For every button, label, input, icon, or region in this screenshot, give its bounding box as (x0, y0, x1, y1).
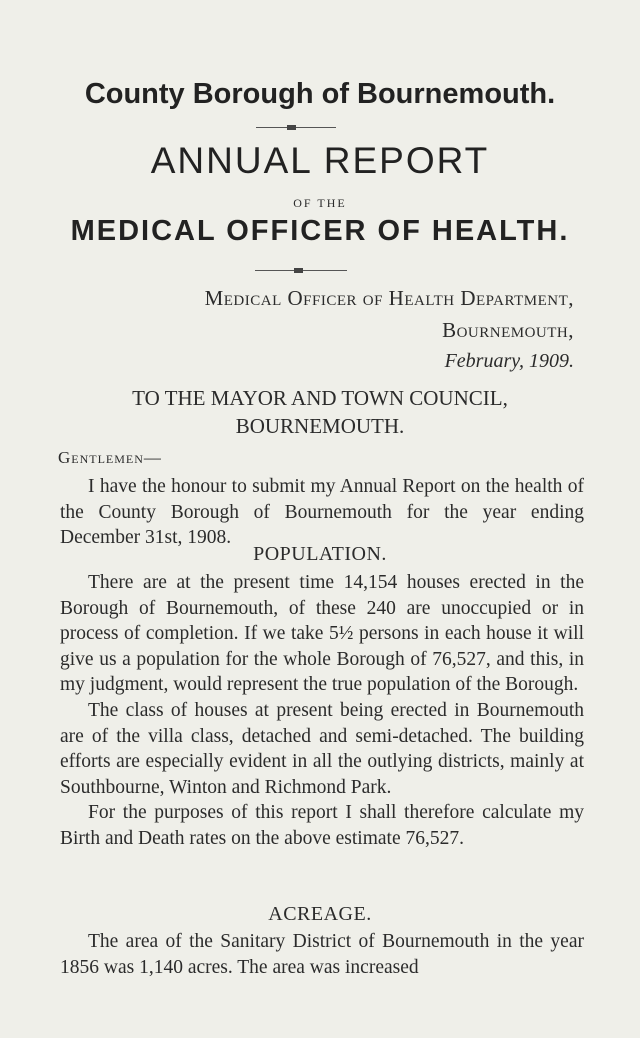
ornament-rule-top (256, 127, 336, 128)
population-heading: POPULATION. (253, 543, 387, 565)
of-the-label: OF THE (293, 196, 347, 210)
officer-title: MEDICAL OFFICER OF HEALTH. (70, 215, 570, 247)
department-line: Medical Officer of Health Department, (204, 286, 574, 310)
intro-block (60, 474, 584, 551)
salutation: Gentlemen— (58, 448, 162, 467)
population-paragraph-2: The class of houses at present being erected in Bournemouth are of the villa class, detached and semi-detached. The building efforts are especially evident in all the outlying districts, mainly at Southbourne, Winton and Richmond Park. (60, 699, 584, 798)
ornament-diamond-top (287, 125, 296, 130)
town-line: Bournemouth, (442, 318, 574, 342)
population-paragraph-3: For the purposes of this report I shall therefore calculate my Birth and Death rates on the above estimate 76,527. (60, 802, 584, 849)
population-block (60, 570, 584, 852)
address-block (0, 384, 640, 440)
ornament-diamond-bottom (294, 268, 303, 273)
population-paragraph-1: There are at the present time 14,154 houses erected in the Borough of Bournemouth, of these 240 are unoccupied or in process of completion. If we take 5½ persons in each house it will give us a population for the whole Borough of 76,527, and this, in my judgment, would represent the true population of the Borough. (60, 572, 584, 696)
address-line-2: BOURNEMOUTH. (235, 414, 405, 438)
acreage-paragraph: The area of the Sanitary District of Bournemouth in the year 1856 was 1,140 acres. The area was increased (60, 931, 584, 978)
address-line-1: TO THE MAYOR AND TOWN COUNCIL, (132, 386, 508, 410)
report-title: ANNUAL REPORT (150, 140, 490, 181)
acreage-heading: ACREAGE. (268, 903, 372, 925)
borough-title: County Borough of Bournemouth. (84, 78, 556, 110)
acreage-block (60, 929, 584, 980)
intro-paragraph: I have the honour to submit my Annual Report on the health of the County Borough of Bournemouth for the year ending December 31st, 1908. (60, 476, 584, 549)
letter-date: February, 1909. (444, 350, 574, 372)
